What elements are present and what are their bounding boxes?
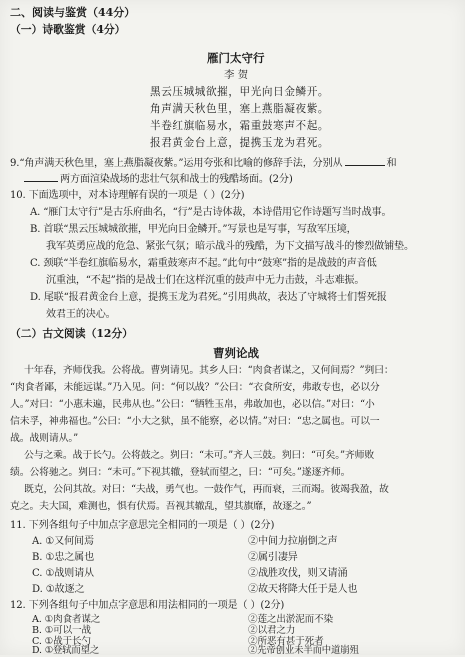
essay-line: 绩。公将驰之。刿曰：“未可。”下视其辙，登轼而望之，曰：“可矣。”遂逐齐师。 bbox=[10, 467, 351, 478]
question-10-option-c: C. 颈联“半卷红旗临易水，霜重鼓寒声不起。”此句中“鼓寒”指的是战鼓的声音低 bbox=[30, 258, 377, 269]
question-12-option-a-2: ②莲之出淤泥而不染 bbox=[248, 614, 333, 625]
essay-title: 曹刿论战 bbox=[213, 346, 259, 360]
essay-line: 战。战则请从。” bbox=[10, 433, 79, 444]
poem-line: 黑云压城城欲摧，甲光向日金鳞开。 bbox=[150, 86, 330, 98]
essay-line: 十年春，齐师伐我。公将战。曹刿请见。其乡人曰：“肉食者谋之，又何间焉？”刿曰： bbox=[24, 365, 394, 376]
question-12-option-d-1: D. ①登轼而望之 bbox=[32, 645, 100, 656]
question-11-option-c-1: C. ①战则请从 bbox=[32, 568, 95, 579]
question-10-option-b: B. 首联“黑云压城城欲摧，甲光向日金鳞开。”写景也是写事，写敌军压境， bbox=[30, 224, 357, 235]
classical-section-heading: （二）古文阅读（12分） bbox=[10, 327, 133, 340]
question-11-option-b-2: ②属引凄异 bbox=[248, 552, 298, 563]
question-9-cont bbox=[24, 172, 293, 186]
question-12-option-a-1: A. ①肉食者谋之 bbox=[32, 614, 101, 625]
essay-line: “肉食者鄙，未能远谋。”乃入见。问：“何以战？”公曰：“衣食所安，弗敢专也，必以分 bbox=[10, 382, 380, 393]
question-10-option-d-cont: 效君王的决心。 bbox=[46, 309, 116, 320]
essay-line: 信未孚，神弗福也。”公曰：“小大之狱，虽不能察，必以情。”对曰：“忠之属也。可以一 bbox=[10, 416, 380, 427]
question-10-option-a: A. “雁门太守行”是古乐府曲名，“行”是古诗体裁，本诗借用它作诗题写当时战事。 bbox=[30, 207, 392, 218]
question-11-option-d-2: ②故天将降大任于是人也 bbox=[248, 584, 358, 595]
essay-line: 既克，公问其故。对曰：“夫战，勇气也。一鼓作气，再而衰，三而竭。彼竭我盈，故 bbox=[24, 484, 389, 495]
essay-line: 克之。夫大国，难测也，惧有伏焉。吾视其辙乱，望其旗靡，故逐之。” bbox=[10, 501, 312, 512]
question-11-option-b-1: B. ①忠之属也 bbox=[32, 552, 95, 563]
poem-title: 雁门太守行 bbox=[207, 51, 265, 65]
question-12-option-d-2: ②先帝创业未半而中道崩殂 bbox=[248, 645, 359, 656]
question-11-option-a-1: A. ①又何间焉 bbox=[32, 536, 94, 547]
question-12-option-c-1: C. ①战于长勺 bbox=[32, 636, 91, 647]
question-11-stem: 11. 下列各组句子中加点字意思完全相同的一项是（ ）(2分) bbox=[10, 520, 275, 531]
question-11-option-d-1: D. ①故逐之 bbox=[32, 584, 85, 595]
question-10-option-c-cont: 沉重浊，“不起”指的是战士们在这样沉重的鼓声中无力击鼓，斗志难振。 bbox=[46, 275, 365, 286]
question-12-stem: 12. 下列各组句子中加点字意思和用法相同的一项是（ ）(2分) bbox=[10, 600, 285, 611]
question-9-text: 9.“角声满天秋色里，塞上燕脂凝夜紫。”运用夸张和比喻的修辞手法，分别从 bbox=[10, 158, 343, 169]
question-10-stem: 10. 下面选项中，对本诗理解有误的一项是（ ）(2分) bbox=[10, 190, 245, 201]
question-9-text-2: 两方面渲染战场的悲壮气氛和战士的残酷场面。(2分) bbox=[60, 174, 293, 185]
essay-line: 公与之乘。战于长勺。公将鼓之。刿曰：“未可。”齐人三鼓。刿曰：“可矣。”齐师败 bbox=[24, 450, 375, 461]
question-9-and: 和 bbox=[386, 158, 397, 169]
answer-blank[interactable] bbox=[24, 172, 58, 182]
poem-line: 报君黄金台上意，提携玉龙为君死。 bbox=[150, 137, 330, 149]
question-11-option-c-2: ②战胜攻伐，则又请涌 bbox=[248, 568, 348, 579]
question-11-option-a-2: ②中间力拉崩倒之声 bbox=[248, 536, 338, 547]
poetry-section-heading: （一）诗歌鉴赏（4分） bbox=[10, 23, 126, 36]
poem-line: 角声满天秋色里，塞上燕脂凝夜紫。 bbox=[150, 103, 330, 115]
poem-author: 李 贺 bbox=[224, 69, 249, 81]
question-10-option-d: D. 尾联“报君黄金台上意，提携玉龙为君死。”引用典故，表达了守城将士们誓死报 bbox=[30, 292, 387, 303]
question-9 bbox=[10, 156, 396, 170]
section-heading: 二、阅读与鉴赏（44分） bbox=[10, 6, 136, 19]
question-10-option-b-cont: 我军英勇应战的危急、紧张气氛；暗示战斗的残酷，为下文描写战斗的惨烈做铺垫。 bbox=[46, 241, 414, 252]
question-12-option-b-1: B. ①可以一战 bbox=[32, 625, 91, 636]
poem-line: 半卷红旗临易水，霜重鼓寒声不起。 bbox=[150, 120, 330, 132]
essay-line: 人。”对曰：“小惠未遍，民弗从也。”公曰：“牺牲玉帛，弗敢加也，必以信。”对曰：“小 bbox=[10, 399, 375, 410]
answer-blank[interactable] bbox=[345, 156, 385, 166]
question-12-option-c-2: ②所恶有甚于死者 bbox=[248, 636, 324, 647]
question-12-option-b-2: ②以君之力 bbox=[248, 625, 296, 636]
